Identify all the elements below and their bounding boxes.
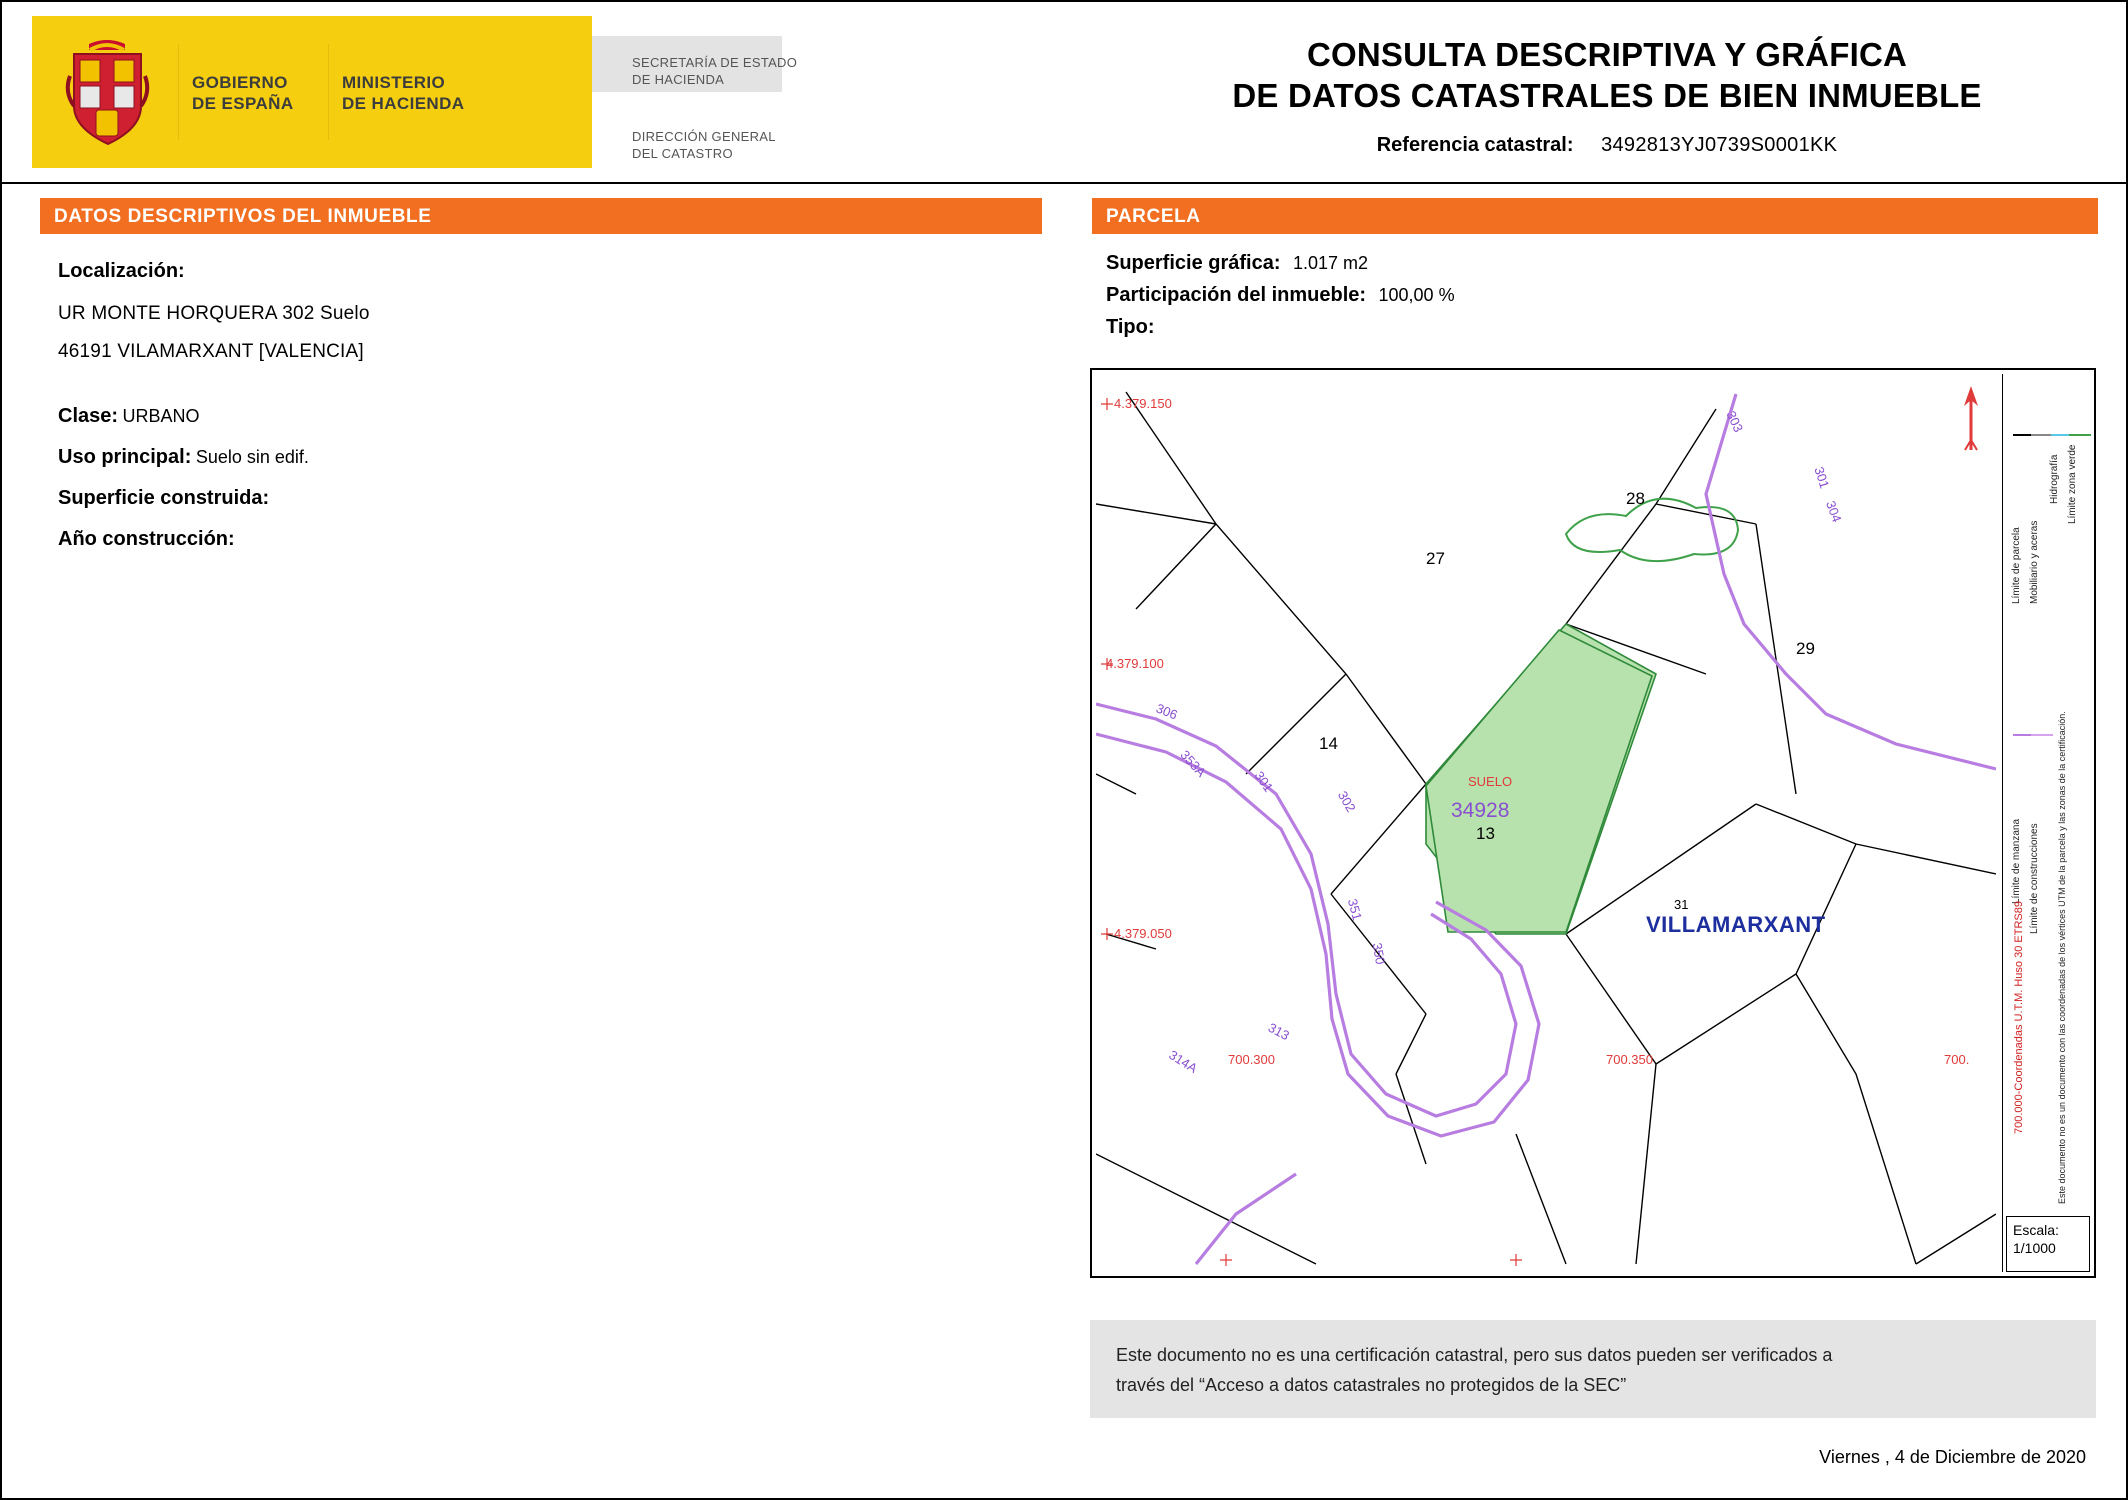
superficie-grafica-label: Superficie gráfica: [1106,252,1281,274]
address-line-2: 46191 VILAMARXANT [VALENCIA] [58,341,364,362]
map-scale-value: 1/1000 [2013,1240,2056,1256]
section-header-inmueble-label: DATOS DESCRIPTIVOS DEL INMUEBLE [54,206,432,227]
legend-label-hidrografia: Hidrografía [2049,454,2060,504]
street-number-302: 302 [1334,788,1359,815]
participacion-value: 100,00 % [1378,285,1455,305]
gobierno-label: GOBIERNO DE ESPAÑA [192,73,294,113]
legend-label-parcel: Límite de parcela [2011,527,2022,604]
inmueble-details [58,260,1018,557]
coord-label-north-3: 4.379.050 [1114,926,1172,941]
plot-label-31: 31 [1674,897,1689,912]
street-number-306: 306 [1153,700,1180,723]
cadastral-reference-value: 3492813YJ0739S0001KK [1601,134,1838,156]
cadastral-map[interactable] [1090,368,2096,1278]
bar-tick-right [1084,198,1092,234]
plot-label-29: 29 [1796,639,1815,658]
street-number-301: 301 [1811,464,1833,491]
street-number-301b: 301 [1251,768,1277,795]
uso-label: Uso principal: [58,446,192,468]
cadastral-reference-label: Referencia catastral: [1376,134,1574,156]
map-scale-label: Escala: [2013,1222,2059,1238]
plot-label-14: 14 [1319,734,1338,753]
section-header-parcela-label: PARCELA [1106,206,1201,227]
coord-label-north-2: 4.379.100 [1106,656,1164,671]
legend-label-zona-verde: Límite zona verde [2067,444,2078,524]
participacion-row [1106,284,2106,307]
coord-label-east-1: 700.300 [1228,1052,1275,1067]
document-header [32,16,2098,176]
map-canvas[interactable] [1096,374,1996,1272]
superficie-construida-label: Superficie construida: [58,487,270,509]
participacion-label: Participación del inmueble: [1106,284,1367,306]
coord-label-north-1: 4.379.150 [1114,396,1172,411]
north-arrow-icon [1958,384,1984,454]
anio-construccion-row [58,528,1018,551]
secretaria-label: SECRETARÍA DE ESTADO DE HACIENDA [632,55,798,87]
street-number-303: 303 [1723,408,1747,435]
logo-divider-2 [328,44,329,140]
localizacion-label: Localización: [58,260,185,282]
map-scale [2006,1216,2090,1272]
coord-label-east-2: 700.350 [1606,1052,1653,1067]
map-legend [2002,374,2090,1272]
village-label: VILLAMARXANT [1646,912,1826,937]
street-number-351: 351 [1344,897,1365,922]
disclaimer-note [1090,1320,2096,1418]
document-title [1092,34,2122,157]
legend-label-construcciones: Límite de construcciones [2029,823,2040,934]
parcel-use-label: SUELO [1468,774,1513,789]
map-vector-graphic [1096,374,1996,1272]
plot-label-27: 27 [1426,549,1445,568]
cadastral-reference [1092,134,2122,157]
street-number-350: 350 [1369,941,1389,966]
direccion-general-label: DIRECCIÓN GENERAL DEL CATASTRO [632,129,776,161]
address-line-1: UR MONTE HORQUERA 302 Suelo [58,303,370,324]
title-line-2: DE DATOS CATASTRALES DE BIEN INMUEBLE [1232,77,1982,114]
spain-coat-of-arms-icon [60,36,155,148]
government-logo-block [32,16,592,168]
legend-swatch-construcciones [2031,734,2053,736]
legend-note: Este documento no es un documento con las coordenadas de los vértices UTM de la parcela y las zonas de la certificación. [2057,711,2067,1204]
ministerio-label: MINISTERIO DE HACIENDA [342,73,465,113]
superficie-grafica-value: 1.017 m2 [1292,253,1369,273]
clase-row [58,405,1018,428]
disclaimer-line-1: Este documento no es una certificación catastral, pero sus datos pueden ser verificados a [1116,1345,1833,1365]
coord-label-east-3: 700. [1944,1052,1970,1067]
clase-label: Clase: [58,405,119,427]
legend-swatch-zona-verde [2069,434,2091,436]
legend-label-mobiliario: Mobiliario y aceras [2029,520,2040,604]
parcela-details [1106,252,2106,348]
green-zone-contour [1566,499,1738,561]
plot-label-13: 13 [1476,824,1495,843]
header-divider [2,182,2126,184]
disclaimer-line-2: través del “Acceso a datos catastrales no protegidos de la SEC” [1116,1375,1627,1395]
section-header-inmueble [32,198,1042,234]
superficie-construida-row [58,487,1018,510]
uso-row [58,446,1018,469]
street-number-304: 304 [1823,498,1845,525]
street-number-313: 313 [1265,1019,1292,1044]
uso-value: Suelo sin edif. [195,447,309,467]
street-number-314A: 314A [1166,1047,1201,1076]
superficie-grafica-row [1106,252,2106,275]
bar-tick-left [32,198,40,234]
title-line-1: CONSULTA DESCRIPTIVA Y GRÁFICA [1306,36,1908,73]
plot-label-28: 28 [1626,489,1645,508]
document-date: Viernes , 4 de Diciembre de 2020 [1819,1447,2086,1467]
anio-construccion-label: Año construcción: [58,528,235,550]
legend-swatch-mobiliario [2031,434,2053,436]
parcel-reference-label: 34928 [1451,799,1510,822]
legend-label-manzana: Límite de manzana [2011,818,2022,904]
tipo-label: Tipo: [1106,316,1155,338]
section-header-parcela [1084,198,2098,234]
clase-value: URBANO [122,406,200,426]
street-number-353A: 353A [1177,747,1209,780]
logo-divider-1 [178,44,179,140]
tipo-row [1106,316,2106,339]
coord-note: 700.000-Coordenadas U.T.M. Huso 30 ETRS89 [2013,901,2025,1134]
